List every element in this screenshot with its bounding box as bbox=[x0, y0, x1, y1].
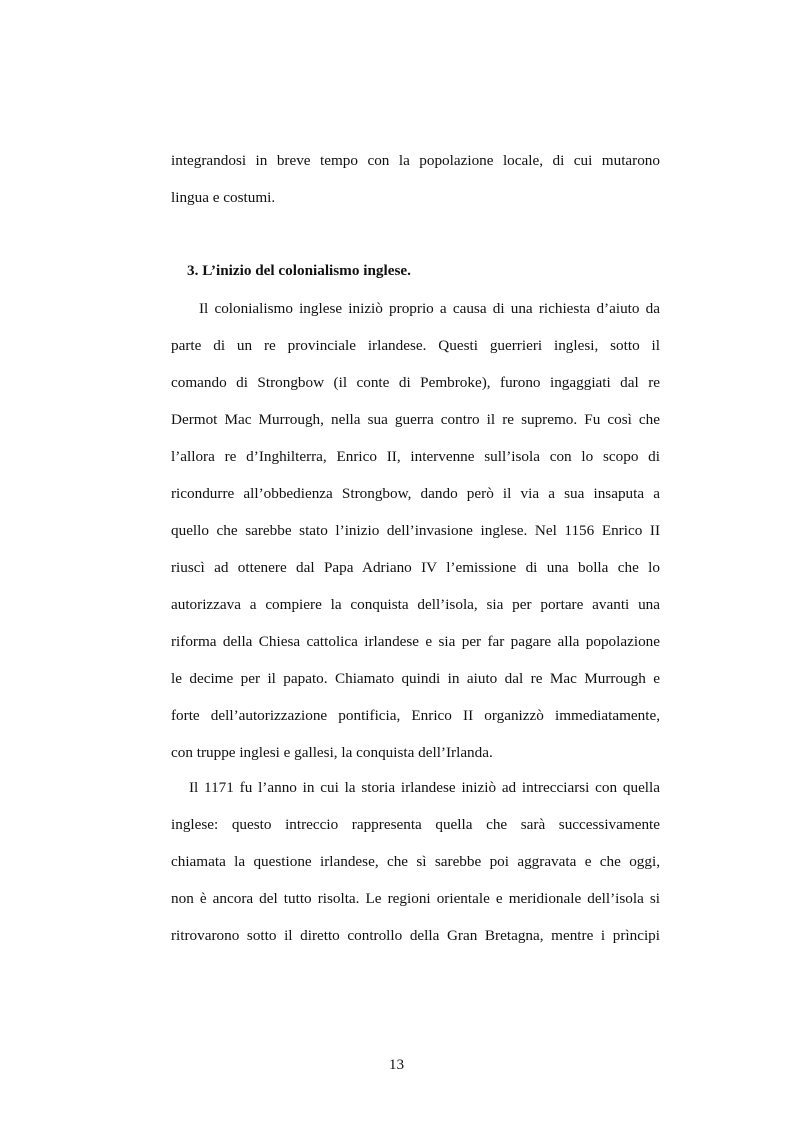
paragraph-line: l’allora re d’Inghilterra, Enrico II, intervenne sull’isola con lo scopo di bbox=[171, 448, 660, 465]
paragraph-line: comando di Strongbow (il conte di Pembroke), furono ingaggiati dal re bbox=[171, 374, 660, 391]
paragraph-line: riforma della Chiesa cattolica irlandese e sia per far pagare alla popolazione bbox=[171, 633, 660, 650]
paragraph-line: Il 1171 fu l’anno in cui la storia irlandese iniziò ad intrecciarsi con quella bbox=[189, 779, 660, 796]
paragraph-line: Dermot Mac Murrough, nella sua guerra contro il re supremo. Fu così che bbox=[171, 411, 660, 428]
page-number: 13 bbox=[388, 1056, 405, 1073]
paragraph-line: parte di un re provinciale irlandese. Questi guerrieri inglesi, sotto il bbox=[171, 337, 660, 354]
paragraph-line: le decime per il papato. Chiamato quindi in aiuto dal re Mac Murrough e bbox=[171, 670, 660, 687]
section-heading: 3. L’inizio del colonialismo inglese. bbox=[187, 262, 411, 279]
paragraph-line: quello che sarebbe stato l’inizio dell’invasione inglese. Nel 1156 Enrico II bbox=[171, 522, 660, 539]
paragraph-line: ritrovarono sotto il diretto controllo della Gran Bretagna, mentre i prìncipi bbox=[171, 927, 660, 944]
paragraph-line: autorizzava a compiere la conquista dell’isola, sia per portare avanti una bbox=[171, 596, 660, 613]
paragraph-line: inglese: questo intreccio rappresenta quella che sarà successivamente bbox=[171, 816, 660, 833]
paragraph-line: non è ancora del tutto risolta. Le regioni orientale e meridionale dell’isola si bbox=[171, 890, 660, 907]
intro-line: integrandosi in breve tempo con la popolazione locale, di cui mutarono bbox=[171, 152, 660, 169]
paragraph-line: ricondurre all’obbedienza Strongbow, dando però il via a sua insaputa a bbox=[171, 485, 660, 502]
paragraph-line: forte dell’autorizzazione pontificia, Enrico II organizzò immediatamente, bbox=[171, 707, 660, 724]
paragraph-line: con truppe inglesi e gallesi, la conquista dell’Irlanda. bbox=[171, 744, 493, 761]
paragraph-line: Il colonialismo inglese iniziò proprio a causa di una richiesta d’aiuto da bbox=[199, 300, 660, 317]
paragraph-line: riuscì ad ottenere dal Papa Adriano IV l’emissione di una bolla che lo bbox=[171, 559, 660, 576]
intro-line: lingua e costumi. bbox=[171, 189, 276, 206]
paragraph-line: chiamata la questione irlandese, che sì sarebbe poi aggravata e che oggi, bbox=[171, 853, 660, 870]
